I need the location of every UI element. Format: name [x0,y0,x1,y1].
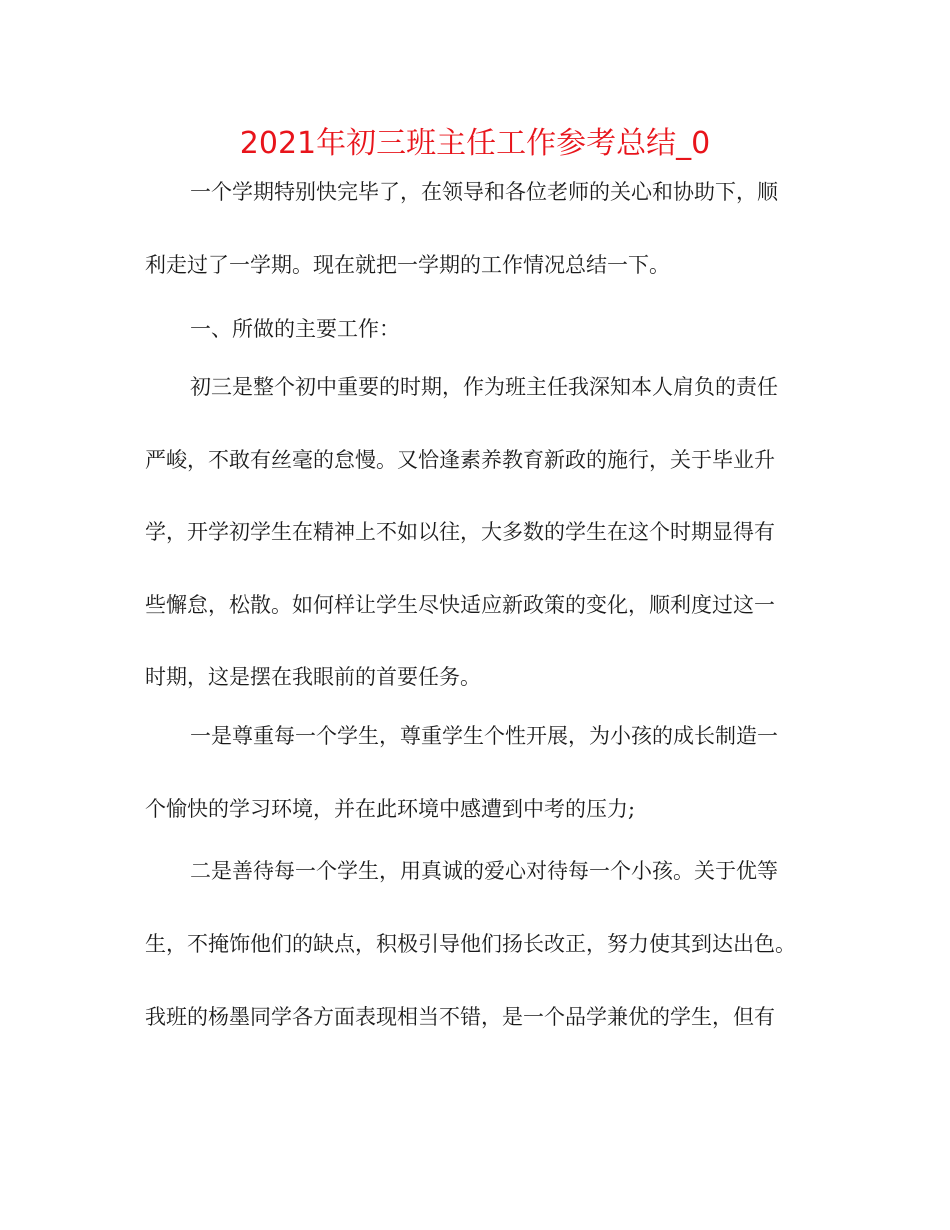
paragraph-line: 时期，这是摆在我眼前的首要任务。 [145,665,481,689]
paragraph-line: 生，不掩饰他们的缺点，积极引导他们扬长改正，努力使其到达出色。 [145,932,796,956]
paragraph-line: 二是善待每一个学生，用真诚的爱心对待每一个小孩。关于优等 [190,859,778,883]
paragraph-line: 一个学期特别快完毕了，在领导和各位老师的关心和协助下，顺 [190,180,778,204]
document-title: 2021年初三班主任工作参考总结_0 [239,126,711,161]
paragraph-line: 些懈怠，松散。如何样让学生尽快适应新政策的变化，顺利度过这一 [145,593,775,617]
paragraph-line: 个愉快的学习环境，并在此环境中感遭到中考的压力; [145,797,636,821]
paragraph-line: 利走过了一学期。现在就把一学期的工作情况总结一下。 [145,253,670,277]
section-heading: 一、所做的主要工作： [190,317,400,341]
paragraph-line: 学，开学初学生在精神上不如以往，大多数的学生在这个时期显得有 [145,520,775,544]
paragraph-line: 严峻，不敢有丝毫的怠慢。又恰逢素养教育新政的施行，关于毕业升 [145,448,775,472]
paragraph-line: 初三是整个初中重要的时期，作为班主任我深知本人肩负的责任 [190,375,778,399]
paragraph-line: 我班的杨墨同学各方面表现相当不错，是一个品学兼优的学生，但有 [145,1005,775,1029]
paragraph-line: 一是尊重每一个学生，尊重学生个性开展，为小孩的成长制造一 [190,724,778,748]
